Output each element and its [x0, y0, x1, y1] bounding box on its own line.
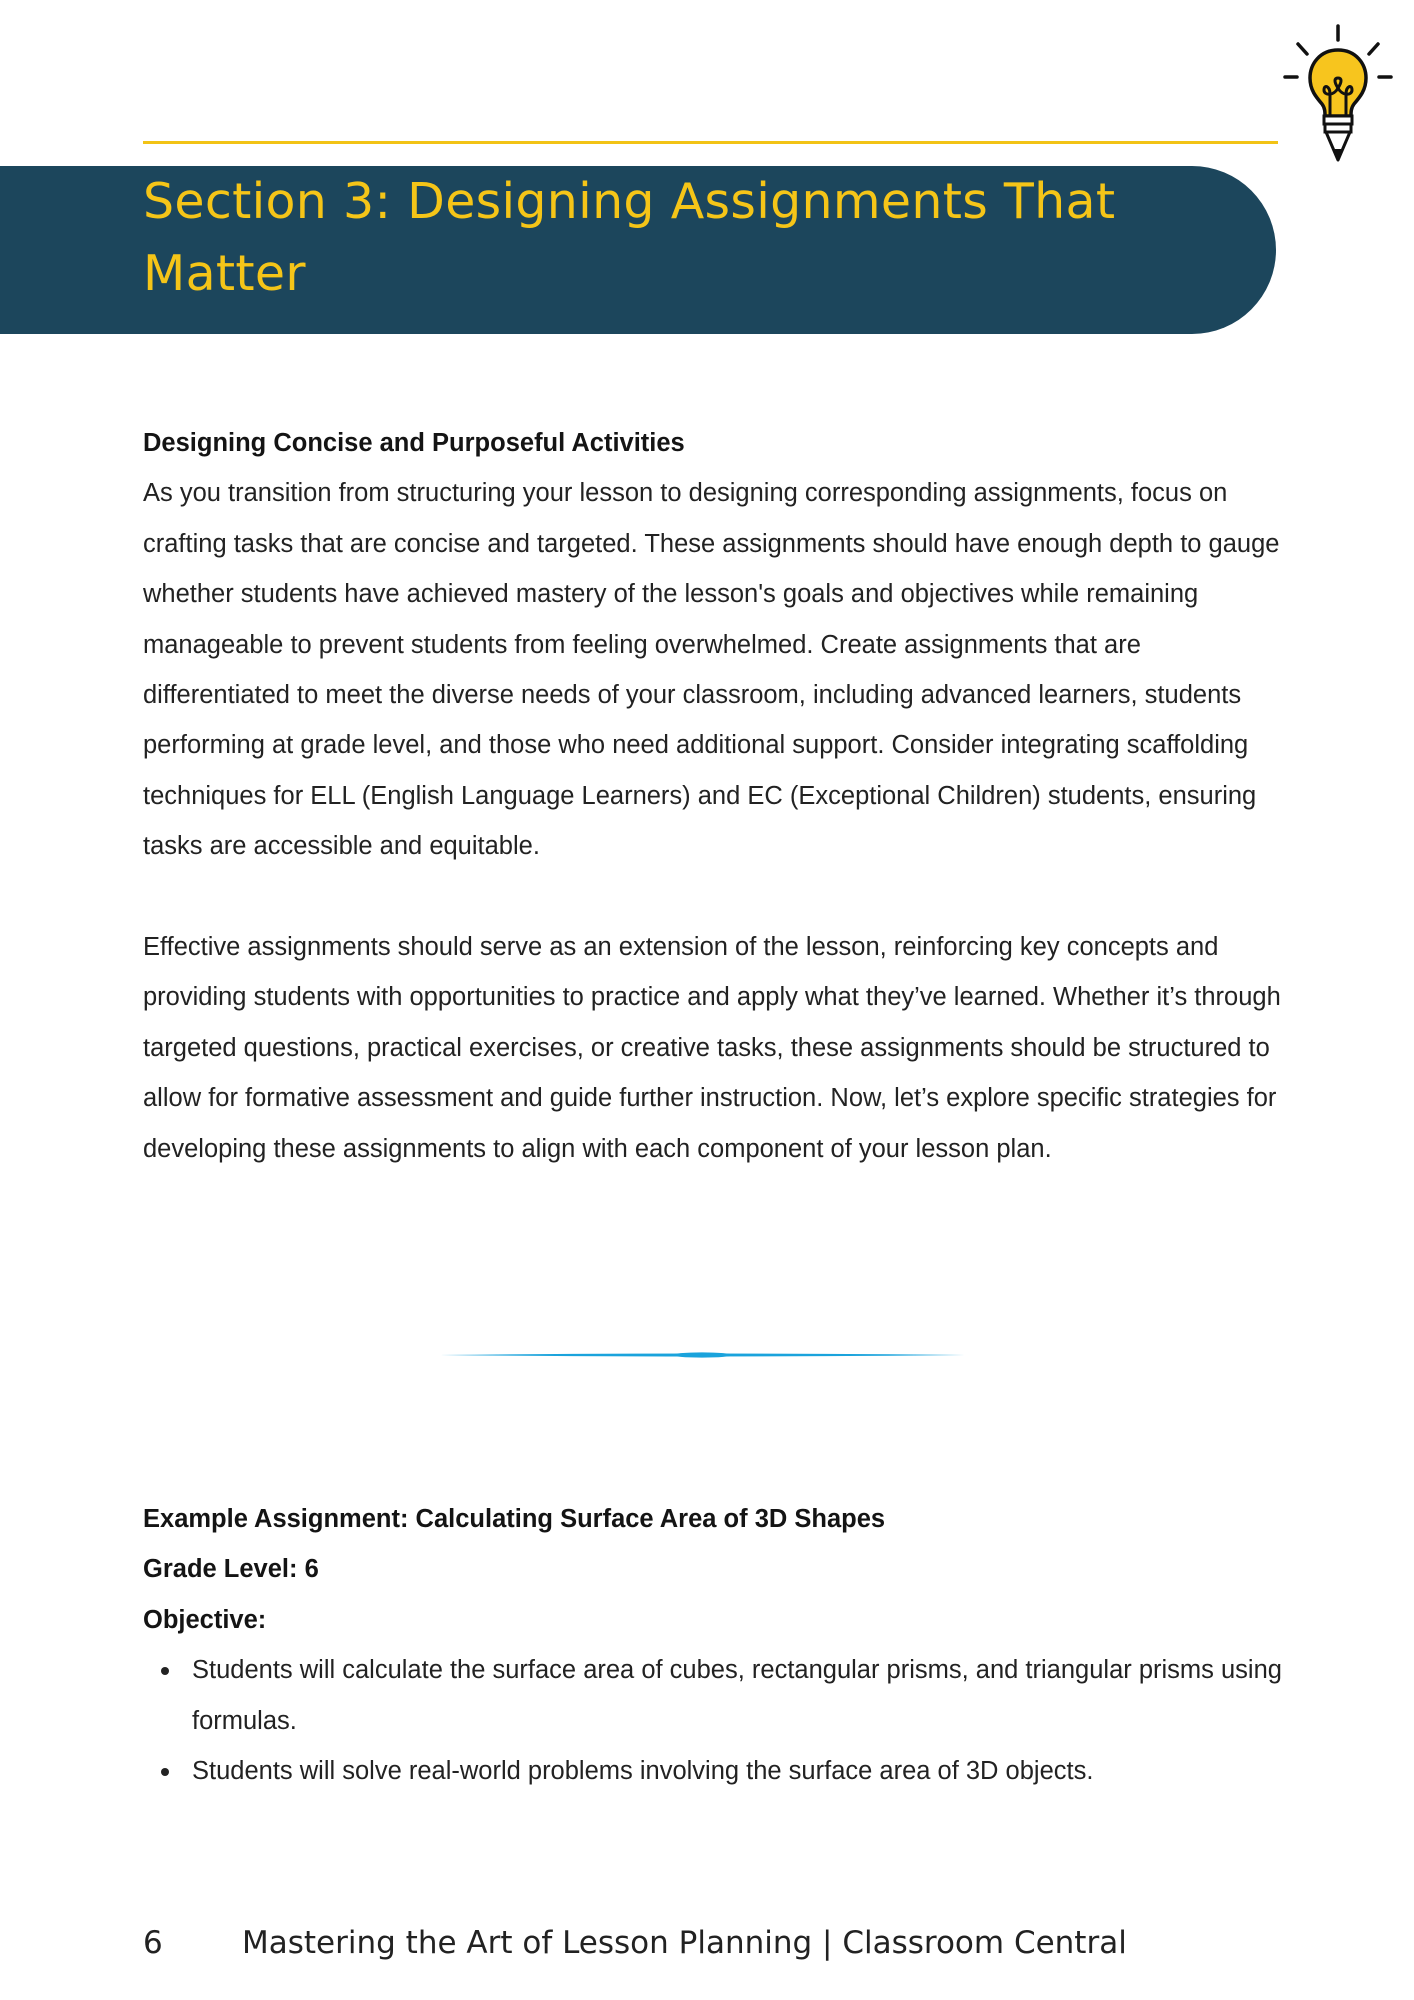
example-section [143, 1494, 1293, 1796]
list-item [143, 1746, 1293, 1796]
intro-section [143, 418, 1293, 1174]
grade-level: Grade Level: 6 [143, 1555, 319, 1584]
objective-label: Objective: [143, 1605, 267, 1634]
intro-paragraph-2: Effective assignments should serve as an extension of the lesson, reinforcing key concepts and providing students with opportunities to practice and apply what they’ve learned. Whether it’s through targeted questions, practical exercises, or creative tasks, these assignments should be structured to allow for formative assessment and guide further instruction. Now, let’s explore specific strategies for developing these assignments to align with each component of your lesson plan. [143, 933, 1281, 1163]
objective-text: Students will solve real-world problems involving the surface area of 3D objects. [192, 1757, 1094, 1786]
objective-list [143, 1645, 1293, 1796]
intro-heading: Designing Concise and Purposeful Activities [143, 429, 685, 457]
bullet-icon [161, 1667, 169, 1675]
list-item [143, 1645, 1293, 1746]
lightbulb-icon [1282, 22, 1394, 167]
footer-text: Mastering the Art of Lesson Planning | Classroom Central [242, 1925, 1127, 1961]
intro-paragraph-1: As you transition from structuring your lesson to designing corresponding assignments, focus on crafting tasks that are concise and targeted. These assignments should have enough depth to gauge whether students have achieved mastery of the lesson's goals and objectives while remaining manageable to prevent students from feeling overwhelmed. Create assignments that are differentiated to meet the diverse needs of your classroom, including advanced learners, students performing at grade level, and those who need additional support. Consider integrating scaffolding techniques for ELL (English Language Learners) and EC (Exceptional Children) students, ensuring tasks are accessible and equitable. [143, 479, 1280, 861]
example-title: Example Assignment: Calculating Surface Area of 3D Shapes [143, 1505, 886, 1533]
objective-text: Students will calculate the surface area of cubes, rectangular prisms, and triangular prisms using formulas. [192, 1656, 1282, 1735]
page-number: 6 [143, 1925, 163, 1961]
section-title: Section 3: Designing Assignments That Matter [143, 173, 1116, 302]
header-rule [143, 141, 1278, 144]
bullet-icon [161, 1768, 169, 1776]
page-footer [143, 1918, 1127, 1968]
section-divider [440, 1351, 965, 1359]
